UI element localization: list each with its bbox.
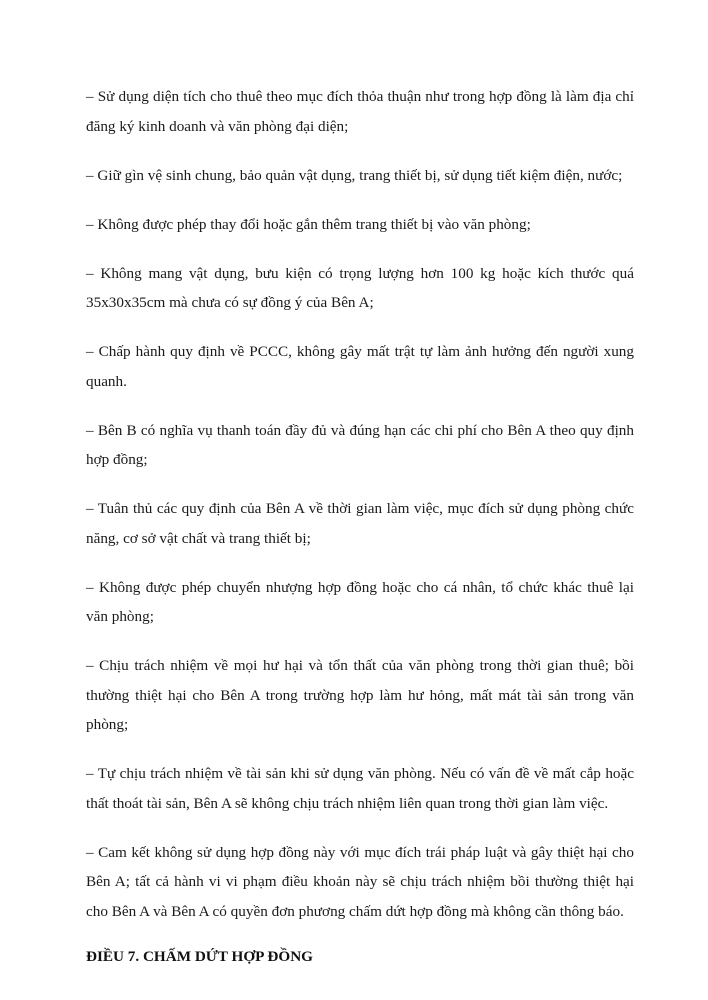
clause-paragraph: – Không được phép chuyển nhượng hợp đồng hoặc cho cá nhân, tổ chức khác thuê lại văn phòng; [86, 578, 634, 625]
clause-paragraph: – Bên B có nghĩa vụ thanh toán đầy đủ và đúng hạn các chi phí cho Bên A theo quy định hợp đồng; [86, 421, 634, 468]
clause-paragraph: – Cam kết không sử dụng hợp đồng này với mục đích trái pháp luật và gây thiệt hại cho Bên A; tất cả hành vi vi phạm điều khoản này sẽ chịu trách nhiệm bồi thường thiệt hại cho Bên A và Bên A có quyền đơn phương chấm dứt hợp đồng mà không cần thông báo. [86, 843, 634, 920]
document-body [86, 82, 634, 967]
clause-paragraph: – Tự chịu trách nhiệm về tài sản khi sử dụng văn phòng. Nếu có vấn đề về mất cắp hoặc thất thoát tài sản, Bên A sẽ không chịu trách nhiệm liên quan trong thời gian làm việc. [86, 765, 634, 812]
clause-paragraph: – Tuân thủ các quy định của Bên A về thời gian làm việc, mục đích sử dụng phòng chức năng, cơ sở vật chất và trang thiết bị; [86, 500, 634, 547]
clause-paragraph: – Không được phép thay đổi hoặc gắn thêm trang thiết bị vào văn phòng; [86, 215, 531, 233]
clause-paragraph: – Chịu trách nhiệm về mọi hư hại và tổn thất của văn phòng trong thời gian thuê; bồi thường thiệt hại cho Bên A trong trường hợp làm hư hỏng, mất mát tài sản trong văn phòng; [86, 657, 634, 733]
clause-paragraph: – Sử dụng diện tích cho thuê theo mục đích thỏa thuận như trong hợp đồng là làm địa chỉ đăng ký kinh doanh và văn phòng đại diện; [86, 88, 634, 135]
clause-paragraph: – Không mang vật dụng, bưu kiện có trọng lượng hơn 100 kg hoặc kích thước quá 35x30x35cm mà chưa có sự đồng ý của Bên A; [86, 264, 634, 311]
clause-paragraph: – Giữ gìn vệ sinh chung, bảo quản vật dụng, trang thiết bị, sử dụng tiết kiệm điện, nước; [86, 166, 623, 184]
section-heading: ĐIỀU 7. CHẤM DỨT HỢP ĐỒNG [86, 948, 313, 965]
clause-paragraph: – Chấp hành quy định về PCCC, không gây mất trật tự làm ảnh hưởng đến người xung quanh. [86, 343, 634, 390]
